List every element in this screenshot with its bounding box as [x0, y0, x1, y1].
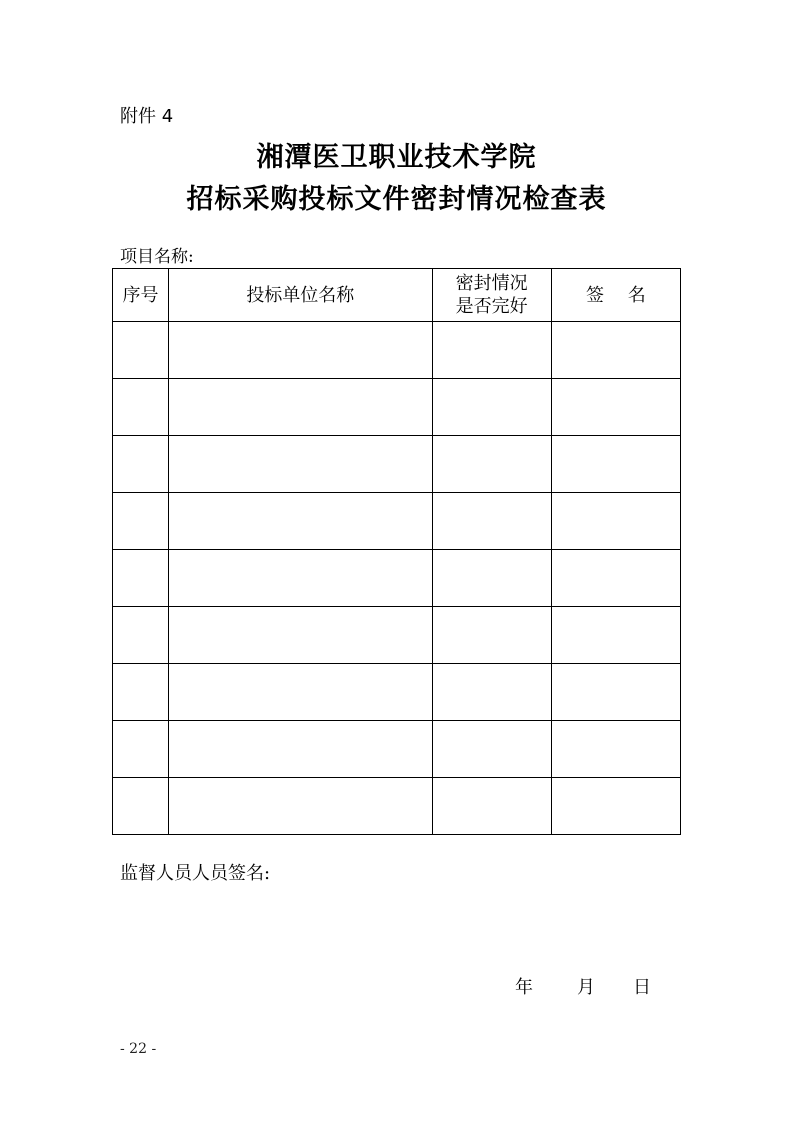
- cell-bidder-name[interactable]: [169, 607, 432, 664]
- cell-seal-status[interactable]: [432, 322, 551, 379]
- supervisor-signature-label: 监督人员人员签名:: [120, 863, 271, 884]
- table-body: [113, 322, 681, 835]
- cell-signature[interactable]: [551, 550, 680, 607]
- cell-bidder-name[interactable]: [169, 322, 432, 379]
- table-row: [113, 721, 681, 778]
- document-title-line-1: 湘潭医卫职业技术学院: [256, 142, 537, 173]
- cell-bidder-name[interactable]: [169, 379, 432, 436]
- header-seal-line-2: 是否完好: [455, 296, 528, 317]
- table-row: [113, 322, 681, 379]
- cell-seal-status[interactable]: [432, 664, 551, 721]
- cell-seq[interactable]: [113, 664, 169, 721]
- seal-check-table: [112, 268, 681, 835]
- cell-signature[interactable]: [551, 322, 680, 379]
- table-row: [113, 664, 681, 721]
- cell-seal-status[interactable]: [432, 550, 551, 607]
- attachment-label: 附件 4: [120, 106, 174, 127]
- cell-bidder-name[interactable]: [169, 436, 432, 493]
- cell-seal-status[interactable]: [432, 379, 551, 436]
- cell-bidder-name[interactable]: [169, 664, 432, 721]
- header-bidder-name: 投标单位名称: [169, 269, 432, 322]
- date-year: 年: [515, 977, 533, 998]
- project-name-label: 项目名称:: [120, 247, 194, 267]
- header-seq: 序号: [113, 269, 169, 322]
- table-row: [113, 493, 681, 550]
- table-header-row: [113, 269, 681, 322]
- document-title-line-2: 招标采购投标文件密封情况检查表: [186, 184, 607, 215]
- cell-bidder-name[interactable]: [169, 778, 432, 835]
- cell-seal-status[interactable]: [432, 493, 551, 550]
- cell-signature[interactable]: [551, 664, 680, 721]
- cell-signature[interactable]: [551, 778, 680, 835]
- header-seal-line-1: 密封情况: [455, 273, 528, 294]
- header-seal-status: [432, 269, 551, 322]
- cell-signature[interactable]: [551, 379, 680, 436]
- cell-seq[interactable]: [113, 379, 169, 436]
- cell-seal-status[interactable]: [432, 607, 551, 664]
- table-row: [113, 379, 681, 436]
- date-month: 月: [577, 977, 595, 998]
- cell-signature[interactable]: [551, 436, 680, 493]
- date-line: [515, 976, 651, 1000]
- page-number: - 22 -: [120, 1041, 157, 1057]
- cell-bidder-name[interactable]: [169, 721, 432, 778]
- table-row: [113, 436, 681, 493]
- cell-seq[interactable]: [113, 322, 169, 379]
- header-signature: 签 名: [551, 269, 680, 322]
- cell-seq[interactable]: [113, 607, 169, 664]
- cell-signature[interactable]: [551, 721, 680, 778]
- cell-seq[interactable]: [113, 778, 169, 835]
- cell-signature[interactable]: [551, 493, 680, 550]
- date-day: 日: [633, 977, 651, 998]
- table-row: [113, 607, 681, 664]
- cell-signature[interactable]: [551, 607, 680, 664]
- table-row: [113, 550, 681, 607]
- table-row: [113, 778, 681, 835]
- cell-seal-status[interactable]: [432, 436, 551, 493]
- cell-seq[interactable]: [113, 436, 169, 493]
- cell-seq[interactable]: [113, 493, 169, 550]
- cell-seal-status[interactable]: [432, 778, 551, 835]
- cell-seq[interactable]: [113, 721, 169, 778]
- cell-bidder-name[interactable]: [169, 493, 432, 550]
- cell-seq[interactable]: [113, 550, 169, 607]
- cell-bidder-name[interactable]: [169, 550, 432, 607]
- cell-seal-status[interactable]: [432, 721, 551, 778]
